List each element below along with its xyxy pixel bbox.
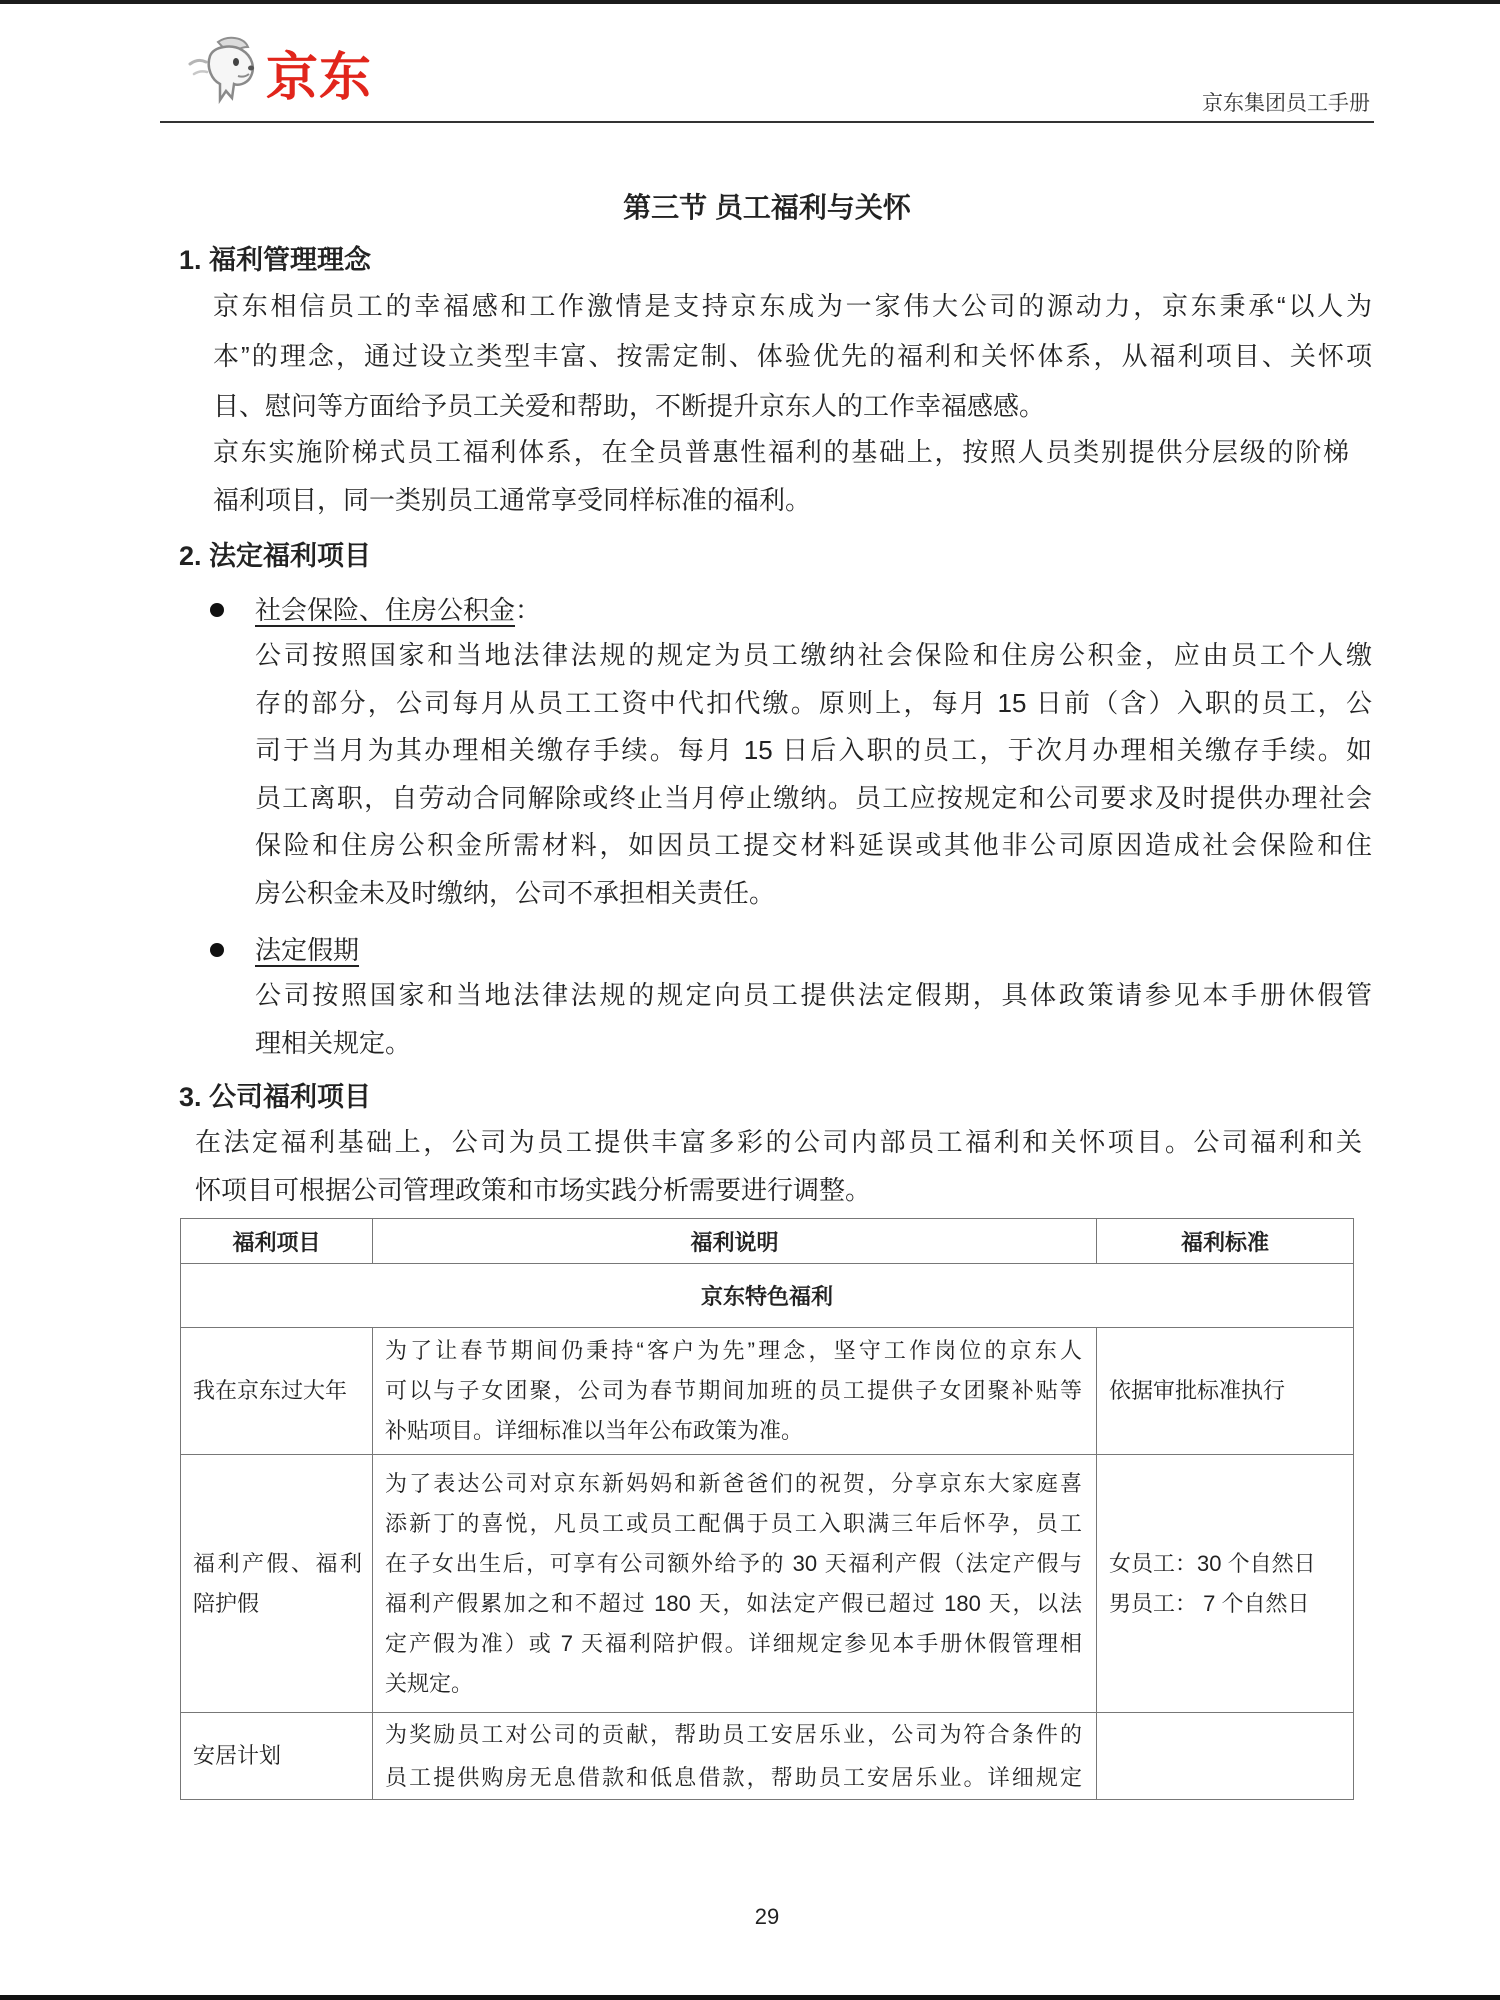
benefit-standard-cell [1097, 1713, 1354, 1800]
manual-title: 京东集团员工手册 [1202, 92, 1370, 115]
paragraph-line: 京东相信员工的幸福感和工作激情是支持京东成为一家伟大公司的源动力，京东秉承“以人为 [213, 291, 1372, 321]
paragraph-line: 本”的理念，通过设立类型丰富、按需定制、体验优先的福利和关怀体系，从福利项目、关怀项 [213, 341, 1372, 371]
paragraph-line: 房公积金未及时缴纳，公司不承担相关责任。 [255, 877, 776, 908]
cell-line: 关规定。 [385, 1670, 474, 1696]
benefit-description-cell [373, 1713, 1097, 1800]
page-title: 第三节 员工福利与关怀 [623, 192, 911, 223]
bullet-body [255, 632, 1372, 918]
benefit-name-cell [181, 1455, 373, 1713]
bullet-title-text: 法定假期 [255, 935, 360, 965]
bullet-dot-icon [210, 603, 224, 617]
cell-line: 补贴项目。详细标准以当年公布政策为准。 [385, 1418, 804, 1443]
paragraph-line: 公司按照国家和当地法律法规的规定为员工缴纳社会保险和住房公积金，应由员工个人缴 [255, 640, 1372, 670]
cell-line: 定产假为准）或 7 天福利陪护假。详细规定参见本手册休假管理相 [385, 1630, 1082, 1656]
benefit-name-cell [181, 1713, 373, 1800]
bullet-dot-icon [210, 943, 224, 957]
paragraph-line: 司于当月为其办理相关缴存手续。每月 15 日后入职的员工，于次月办理相关缴存手续。如 [255, 735, 1372, 766]
benefits-table [180, 1218, 1354, 1800]
table-group-label: 京东特色福利 [181, 1264, 1354, 1328]
page-number: 29 [754, 1904, 780, 1929]
table-header-cell-benefit-description: 福利说明 [373, 1219, 1097, 1264]
cell-line: 陪护假 [193, 1590, 260, 1616]
bullet-title-statutory-holidays [255, 926, 359, 974]
benefit-name-cell [181, 1328, 373, 1455]
cell-line: 可以与子女团聚，公司为春节期间加班的员工提供子女团聚补贴等 [385, 1378, 1082, 1403]
table-row [181, 1328, 1354, 1455]
paragraph-line: 理相关规定。 [255, 1028, 412, 1058]
table-header-row [181, 1219, 1354, 1264]
cell-line: 添新丁的喜悦，凡员工或员工配偶于员工入职满三年后怀孕，员工 [385, 1510, 1082, 1536]
paragraph [213, 428, 1349, 524]
paragraph-line: 京东实施阶梯式员工福利体系，在全员普惠性福利的基础上，按照人员类别提供分层级的阶梯 [213, 437, 1349, 467]
paragraph-line: 存的部分，公司每月从员工工资中代扣代缴。原则上，每月 15 日前（含）入职的员工，公 [255, 687, 1372, 718]
cell-line: 福利产假累加之和不超过 180 天，如法定产假已超过 180 天，以法 [385, 1590, 1082, 1616]
bullet-title-social-insurance [255, 586, 541, 634]
cell-line: 在子女出生后，可享有公司额外给予的 30 天福利产假（法定产假与 [385, 1550, 1082, 1576]
benefit-description-cell [373, 1455, 1097, 1713]
paragraph-line: 目、慰问等方面给予员工关爱和帮助，不断提升京东人的工作幸福感感。 [213, 391, 1046, 421]
cell-line: 为奖励员工对公司的贡献，帮助员工安居乐业，公司为符合条件的 [385, 1722, 1082, 1747]
paragraph-line: 怀项目可根据公司管理政策和市场实践分析需要进行调整。 [195, 1175, 872, 1205]
paragraph-line: 在法定福利基础上，公司为员工提供丰富多彩的公司内部员工福利和关怀项目。公司福利和关 [195, 1127, 1362, 1157]
cell-line: 依据审批标准执行 [1109, 1378, 1286, 1403]
bullet-title-text: 社会保险、住房公积金 [255, 595, 516, 625]
benefit-standard-cell [1097, 1328, 1354, 1455]
cell-line: 为了表达公司对京东新妈妈和新爸爸们的祝贺，分享京东大家庭喜 [385, 1470, 1082, 1496]
paragraph-line: 福利项目，同一类别员工通常享受同样标准的福利。 [213, 485, 812, 515]
bullet-body [255, 971, 1372, 1067]
table-row [181, 1713, 1354, 1800]
benefit-standard-cell [1097, 1455, 1354, 1713]
table-group-row [181, 1264, 1354, 1328]
top-border [0, 0, 1500, 4]
paragraph-line: 公司按照国家和当地法律法规的规定向员工提供法定假期，具体政策请参见本手册休假管 [255, 980, 1372, 1010]
bottom-border [0, 1995, 1500, 2000]
cell-line: 安居计划 [193, 1743, 282, 1768]
section-heading-benefit-philosophy: 1. 福利管理理念 [179, 245, 372, 275]
table-header-cell-benefit-standard: 福利标准 [1097, 1219, 1354, 1264]
paragraph-line: 员工离职，自劳动合同解除或终止当月停止缴纳。员工应按规定和公司要求及时提供办理社会 [255, 782, 1372, 813]
logo-text: 京东 [266, 49, 373, 107]
header-divider [160, 121, 1374, 123]
benefit-description-cell [373, 1328, 1097, 1455]
cell-line: 福利产假、福利 [193, 1550, 362, 1576]
cell-line: 男员工： 7 个自然日 [1109, 1590, 1310, 1616]
cell-line: 女员工：30 个自然日 [1109, 1550, 1316, 1576]
jd-joy-dog-icon [188, 34, 262, 108]
cell-line: 为了让春节期间仍秉持“客户为先”理念，坚守工作岗位的京东人 [385, 1338, 1082, 1363]
section-heading-statutory-benefits: 2. 法定福利项目 [179, 541, 372, 571]
cell-line: 我在京东过大年 [193, 1378, 348, 1403]
section-heading-company-benefits: 3. 公司福利项目 [179, 1082, 372, 1112]
bullet-title-colon: ： [515, 595, 542, 625]
table-header-cell-benefit-item: 福利项目 [181, 1219, 373, 1264]
cell-line: 员工提供购房无息借款和低息借款，帮助员工安居乐业。详细规定 [385, 1765, 1082, 1790]
table-row [181, 1455, 1354, 1713]
paragraph-line: 保险和住房公积金所需材料，如因员工提交材料延误或其他非公司原因造成社会保险和住 [255, 830, 1372, 861]
paragraph [213, 281, 1372, 431]
paragraph [195, 1118, 1362, 1214]
